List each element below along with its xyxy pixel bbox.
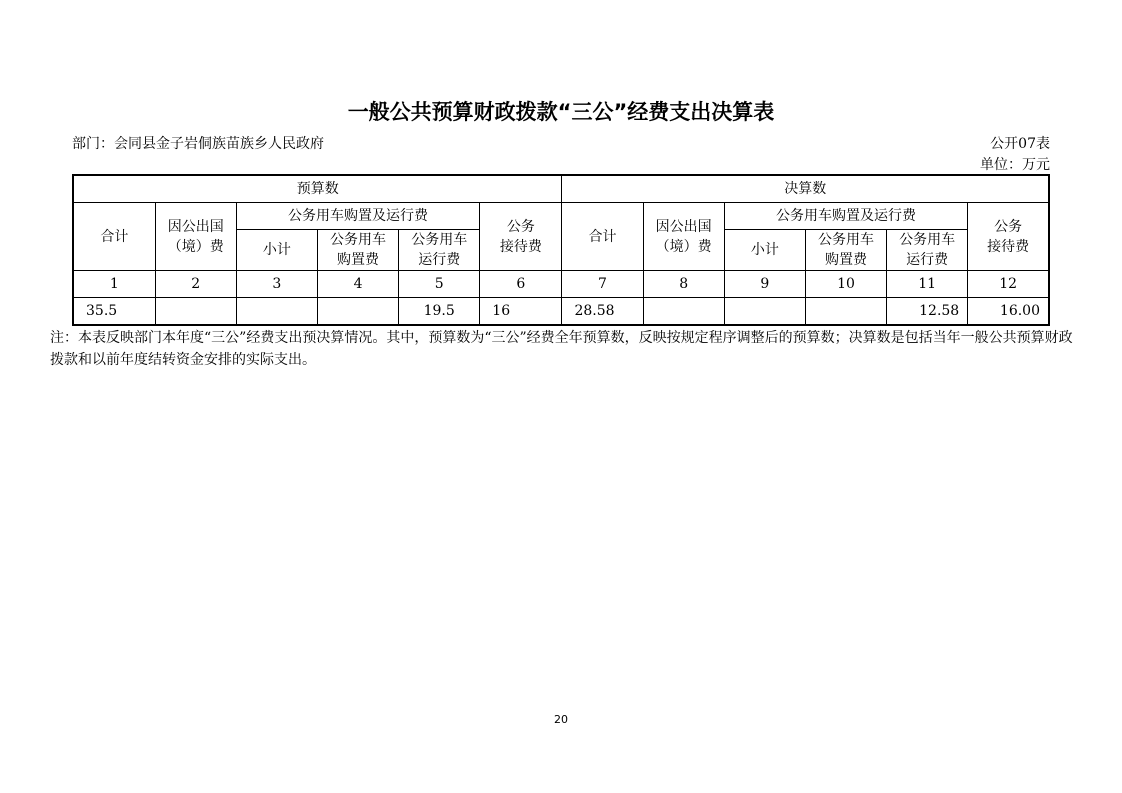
budget-reception-line1: 公务 (506, 218, 535, 235)
budget-reception-line2: 接待费 (499, 238, 542, 255)
final-subtotal-header: 小计 (724, 230, 805, 271)
column-number: 7 (562, 271, 643, 298)
budget-abroad-line2: （境）费 (167, 238, 224, 255)
final-vehicle-group-header: 公务用车购置及运行费 (724, 203, 967, 230)
budget-abroad-value (155, 298, 236, 326)
final-subtotal-value (724, 298, 805, 326)
column-number: 5 (399, 271, 480, 298)
budget-reception-header (480, 203, 562, 271)
column-number: 11 (887, 271, 968, 298)
budget-subtotal-header: 小计 (236, 230, 317, 271)
final-total-header: 合计 (562, 203, 643, 271)
page-title: 一般公共预算财政拨款“三公”经费支出决算表 (347, 100, 775, 124)
budget-header: 预算数 (73, 175, 562, 203)
department-label: 部门：会同县金子岩侗族苗族乡人民政府 (72, 136, 324, 152)
budget-purchase-value (317, 298, 398, 326)
table-row (73, 298, 1049, 326)
budget-operation-line2: 运行费 (418, 252, 461, 268)
column-number: 4 (317, 271, 398, 298)
final-purchase-line2: 购置费 (824, 252, 867, 268)
table-note: 注：本表反映部门本年度“三公”经费支出预决算情况。其中，预算数为“三公”经费全年预算数，反映按规定程序调整后的预算数；决算数是包括当年一般公共预算财政拨款和以前年度结转资金安排的实际支出。 (50, 330, 1073, 368)
final-purchase-header (805, 230, 886, 271)
final-operation-line1: 公务用车 (899, 232, 956, 248)
column-number: 2 (155, 271, 236, 298)
budget-abroad-header (155, 203, 236, 271)
column-number: 8 (643, 271, 724, 298)
column-number: 9 (724, 271, 805, 298)
budget-purchase-header (317, 230, 398, 271)
column-number-row (73, 271, 1049, 298)
budget-total-value: 35.5 (73, 298, 155, 326)
final-reception-line1: 公务 (994, 218, 1023, 235)
final-total-value: 28.58 (562, 298, 643, 326)
final-abroad-line2: （境）费 (655, 238, 712, 255)
final-header: 决算数 (562, 175, 1049, 203)
budget-total-header: 合计 (73, 203, 155, 271)
final-purchase-line1: 公务用车 (817, 232, 874, 248)
budget-operation-line1: 公务用车 (411, 232, 468, 248)
column-number: 12 (968, 271, 1049, 298)
header-row-sub (73, 203, 1049, 230)
final-reception-value: 16.00 (968, 298, 1049, 326)
budget-reception-value: 16 (480, 298, 562, 326)
column-number: 3 (236, 271, 317, 298)
final-abroad-line1: 因公出国 (655, 218, 712, 235)
form-number: 公开07表 (990, 136, 1050, 152)
page-number: 20 (554, 713, 568, 726)
three-public-expenses-table (72, 174, 1050, 326)
column-number: 6 (480, 271, 562, 298)
budget-vehicle-group-header: 公务用车购置及运行费 (236, 203, 479, 230)
budget-operation-header (399, 230, 480, 271)
budget-purchase-line2: 购置费 (337, 252, 380, 268)
final-abroad-value (643, 298, 724, 326)
header-row-main (73, 175, 1049, 203)
column-number: 1 (73, 271, 155, 298)
final-purchase-value (805, 298, 886, 326)
column-number: 10 (805, 271, 886, 298)
final-operation-line2: 运行费 (906, 252, 949, 268)
budget-purchase-line1: 公务用车 (330, 232, 387, 248)
final-abroad-header (643, 203, 724, 271)
budget-abroad-line1: 因公出国 (167, 218, 224, 235)
budget-subtotal-value (236, 298, 317, 326)
unit-label: 单位：万元 (980, 157, 1050, 173)
final-operation-value: 12.58 (887, 298, 968, 326)
final-operation-header (887, 230, 968, 271)
final-reception-header (968, 203, 1049, 271)
final-reception-line2: 接待费 (987, 238, 1030, 255)
budget-operation-value: 19.5 (399, 298, 480, 326)
